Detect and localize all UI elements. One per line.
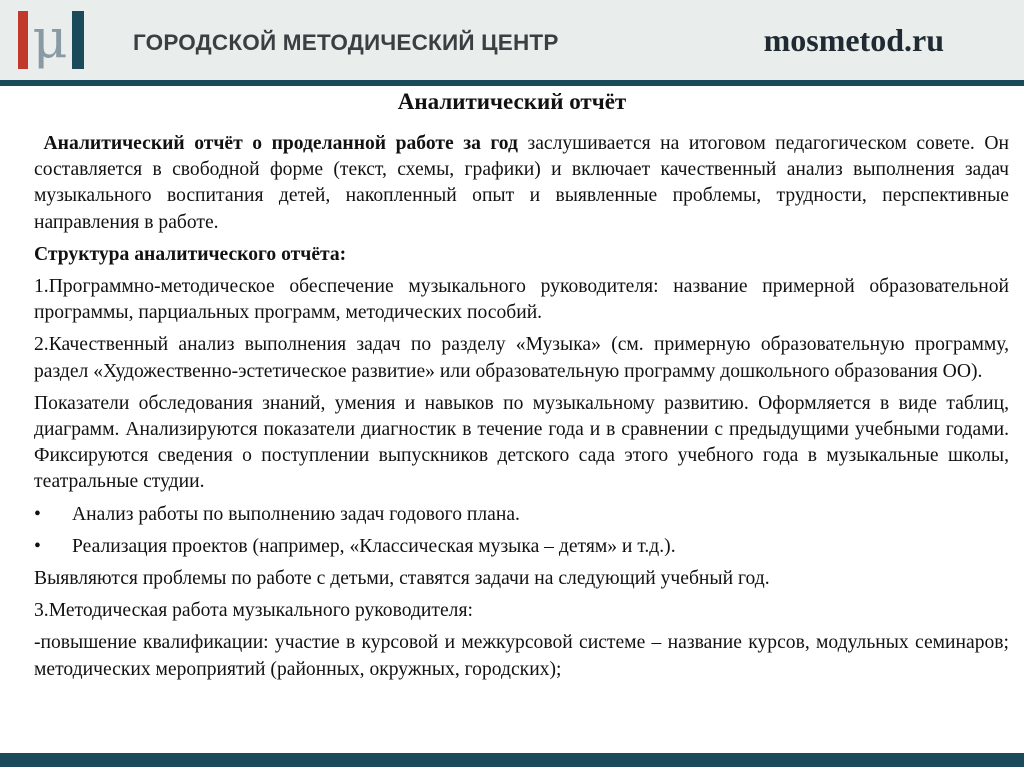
bullet-icon: • <box>34 503 41 525</box>
mu-logo-icon <box>14 5 90 73</box>
intro-paragraph <box>34 131 1009 236</box>
bullet-icon: • <box>34 535 41 557</box>
qualification-paragraph: -повышение квалификации: участие в курсовой и межкурсовой системе – название курсов, модульных семинаров; методических мероприятий (районных, окружных, городских); <box>34 632 1009 680</box>
org-name: ГОРОДСКОЙ МЕТОДИЧЕСКИЙ ЦЕНТР <box>133 30 559 55</box>
problems-paragraph: Выявляются проблемы по работе с детьми, ставятся задачи на следующий учебный год. <box>34 568 770 590</box>
list-item <box>34 534 1009 560</box>
indicators-paragraph: Показатели обследования знаний, умения и навыков по музыкальному развитию. Оформляется в виде таблиц, диаграмм. Анализируются показатели диагностик в течение года и в сравнении с предыдущими учебными годами. Фиксируются сведения о поступлении выпускников детского сада этого учебного года в музыкальные школы, театральные студии. <box>34 392 1009 493</box>
list-item <box>34 502 1009 528</box>
intro-text: заслушивается на итоговом педагогическом совете. Он составляется в свободной форме (текст, схемы, графики) и включает качественный анализ выполнения задач музыкального воспитания детей, накопленный опыт и выявленные проблемы, трудности, перспективные направления в работе. <box>34 133 1009 233</box>
intro-bold: Аналитический отчёт о проделанной работе за год <box>43 133 518 154</box>
header-bar <box>0 0 1024 86</box>
bullet-text: Реализация проектов (например, «Классическая музыка – детям» и т.д.). <box>72 535 676 557</box>
bullet-text: Анализ работы по выполнению задач годового плана. <box>72 503 520 525</box>
footer-bar <box>0 753 1024 767</box>
item-1: 1.Программно-методическое обеспечение музыкального руководителя: название примерной образовательной программы, парциальных программ, методических пособий. <box>34 276 1009 324</box>
item-3: 3.Методическая работа музыкального руководителя: <box>34 600 473 622</box>
item-2: 2.Качественный анализ выполнения задач по разделу «Музыка» (см. примерную образовательную программу, раздел «Художественно-эстетическое развитие» или образовательную программу дошкольного образования ОО). <box>34 334 1009 382</box>
page-title: Аналитический отчёт <box>397 89 627 114</box>
structure-heading: Структура аналитического отчёта: <box>34 243 347 265</box>
content-body <box>34 131 1009 689</box>
logo-letter: μ <box>32 7 68 70</box>
site-url[interactable]: mosmetod.ru <box>763 22 944 58</box>
